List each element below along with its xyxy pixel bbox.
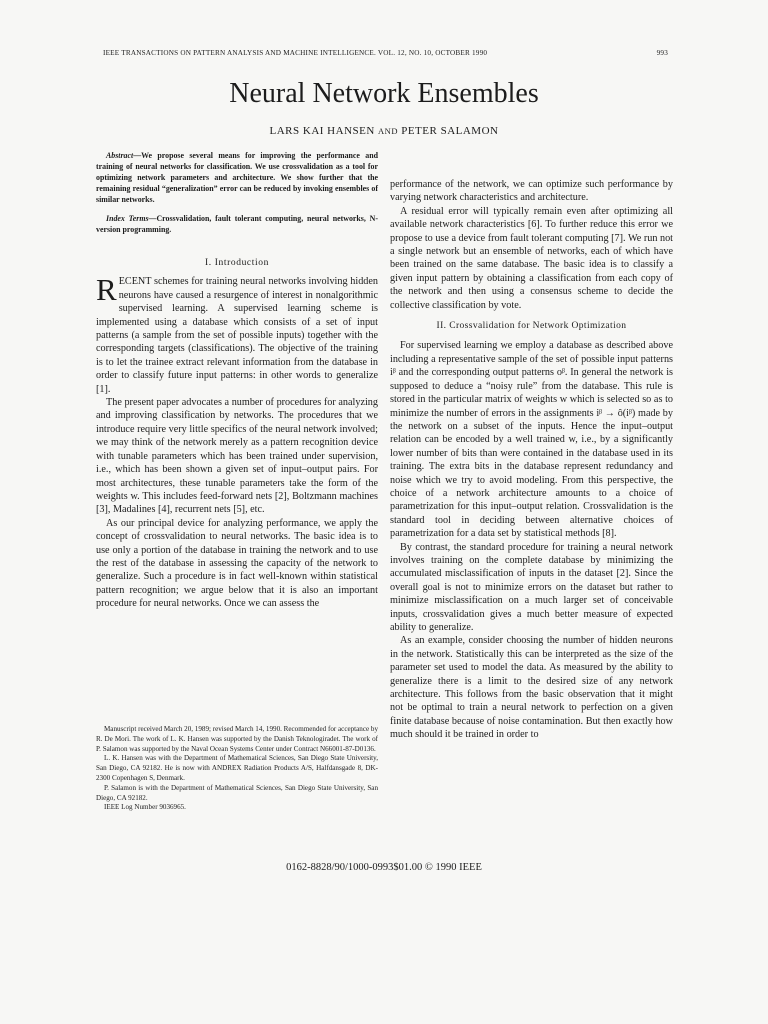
- abstract-text: —We propose several means for improving the performance and training of neural networks for classification. We use crossvalidation as a tool for optimizing network parameters and architecture. We show further that the remaining residual “generalization” error can be reduced by invoking ensembles of similar networks.: [96, 151, 378, 204]
- right-paragraph-1: performance of the network, we can optimize such performance by varying network characteristics and architecture.: [390, 179, 673, 204]
- intro-paragraph-3: As our principal device for analyzing performance, we apply the concept of crossvalidation to neural networks. The basic idea is to use only a portion of the database in training the network and to use the rest of the database in assessing the capacity of the network to generalize. Such a procedure is in fact well-known within statistical pattern recognition; we argue below that it is also an important procedure for neural networks. Once we can assess the: [96, 517, 378, 610]
- left-column: [96, 150, 378, 611]
- footnotes: [96, 725, 378, 813]
- author-conjunction: AND: [378, 126, 398, 136]
- abstract-label: Abstract: [106, 151, 134, 160]
- footnote-hansen: L. K. Hansen was with the Department of Mathematical Sciences, San Diego State University, San Diego, CA 92182. He is now with ANDREX Radiation Products A/S, Halfdansgade 8, DK-2300 Copenhagen S, Denmark.: [96, 754, 378, 782]
- right-paragraph-4: By contrast, the standard procedure for training a neural network involves training on the complete database by minimizing the accumulated misclassification of inputs in the dataset [2]. Since the overall goal is not to minimize errors on the dataset but rather to minimize misclassification on a much larger set of conceivable inputs, crossvalidation gives a much better measure of expected ability to generalize.: [390, 541, 673, 633]
- copyright-footer: 0162-8828/90/1000-0993$01.00 © 1990 IEEE: [286, 862, 482, 873]
- running-header: [103, 49, 668, 57]
- author-1: LARS KAI HANSEN: [269, 125, 375, 137]
- intro-paragraph-2: The present paper advocates a number of procedures for analyzing and improving classification by networks. The procedures that we introduce require very little specifics of the neural network involved; we may think of the network merely as a pattern recognition device with tunable parameters which has been trained under supervision, i.e., which has been shown a given set of input–output pairs. For most architectures, these tunable parameters take the form of the weights w. This includes feed-forward nets [2], Boltzmann machines [3], Madalines [4], recurrent nets [5], etc.: [96, 397, 378, 516]
- drop-cap: R: [96, 272, 117, 308]
- right-paragraph-5: As an example, consider choosing the number of hidden neurons in the network. Statistically this can be interpreted as the size of the parameter set used to model the data. As measured by the ability to generalize there is a limit to the desired size of any network architecture. This follows from the basic observation that it might not be optimal to train a neural network to perfection on a given finite database because of noise contamination. But then exactly how much should it be trained in order to: [390, 635, 673, 741]
- paper-title: Neural Network Ensembles: [229, 78, 539, 109]
- index-terms-label: Index Terms: [106, 214, 149, 223]
- author-line: [0, 125, 768, 137]
- index-terms: [96, 213, 378, 235]
- right-paragraph-3: For supervised learning we employ a database as described above including a representative sample of the set of possible input patterns iᵝ and the corresponding output patterns oᵝ. In general the network is supposed to deduce a “noisy rule” from the database. This rule is stored in the particular matrix of weights w which is selected so as to minimize the number of errors in the assignments iᵝ → ô(iᵝ) made by the network on a subset of the inputs. Hence the input–output relation can be encoded by a well trained w, i.e., by a significantly lower number of bits than were contained in the database used in its training. The extra bits in the database represent redundancy and noise which we try to avoid modeling. From this perspective, the choice of a network architecture amounts to a choice of parametrization for this input–output relation. Crossvalidation is the standard tool in deciding between alternative choices of parametrization for a data set by statistical methods [8].: [390, 340, 673, 540]
- footnote-salamon: P. Salamon is with the Department of Mathematical Sciences, San Diego State University, San Diego, CA 92182.: [96, 783, 378, 802]
- journal-header: IEEE TRANSACTIONS ON PATTERN ANALYSIS AND MACHINE INTELLIGENCE. VOL. 12, NO. 10, OCTOBER 1990: [103, 49, 488, 57]
- page-number: 993: [656, 49, 668, 57]
- section-heading-crossvalidation: II. Crossvalidation for Network Optimization: [436, 321, 627, 332]
- intro-paragraph-1-text: ECENT schemes for training neural networks involving hidden neurons have caused a resurgence of interest in nonalgorithmic supervised learning. A supervised learning scheme is implemented using a database which consists of a set of input patterns (a sample from the set of possible inputs) together with the corresponding targets (classifications). The objective of the training is to let the trainee extract relevant information from the database in order to classify future input patterns: in other words to generalize [1].: [96, 276, 378, 395]
- section-heading-introduction: I. Introduction: [205, 258, 269, 268]
- index-terms-text: —Crossvalidation, fault tolerant computing, neural networks, N-version programming.: [96, 214, 378, 234]
- abstract: [96, 150, 378, 205]
- author-2: PETER SALAMON: [401, 125, 499, 137]
- intro-paragraph-1: [96, 272, 378, 396]
- footnote-log-number: IEEE Log Number 9036965.: [104, 803, 186, 812]
- right-column: [390, 178, 673, 742]
- right-paragraph-2: A residual error will typically remain even after optimizing all available network characteristics [6]. To further reduce this error we propose to use a device from fault tolerant computing [7]. We run not a single network but an ensemble of networks, each of which have been trained on the same database. The basic idea is to classify a given input pattern by obtaining a classification from each copy of the network and then using a consensus scheme to decide the collective classification by vote.: [390, 205, 673, 311]
- footnote-manuscript: Manuscript received March 20, 1989; revised March 14, 1990. Recommended for acceptance by R. De Mori. The work of L. K. Hansen was supported by the Danish Teknologiradet. The work of P. Salamon was supported by the Naval Ocean Systems Center under Contract N66001-87-D0136.: [96, 725, 378, 753]
